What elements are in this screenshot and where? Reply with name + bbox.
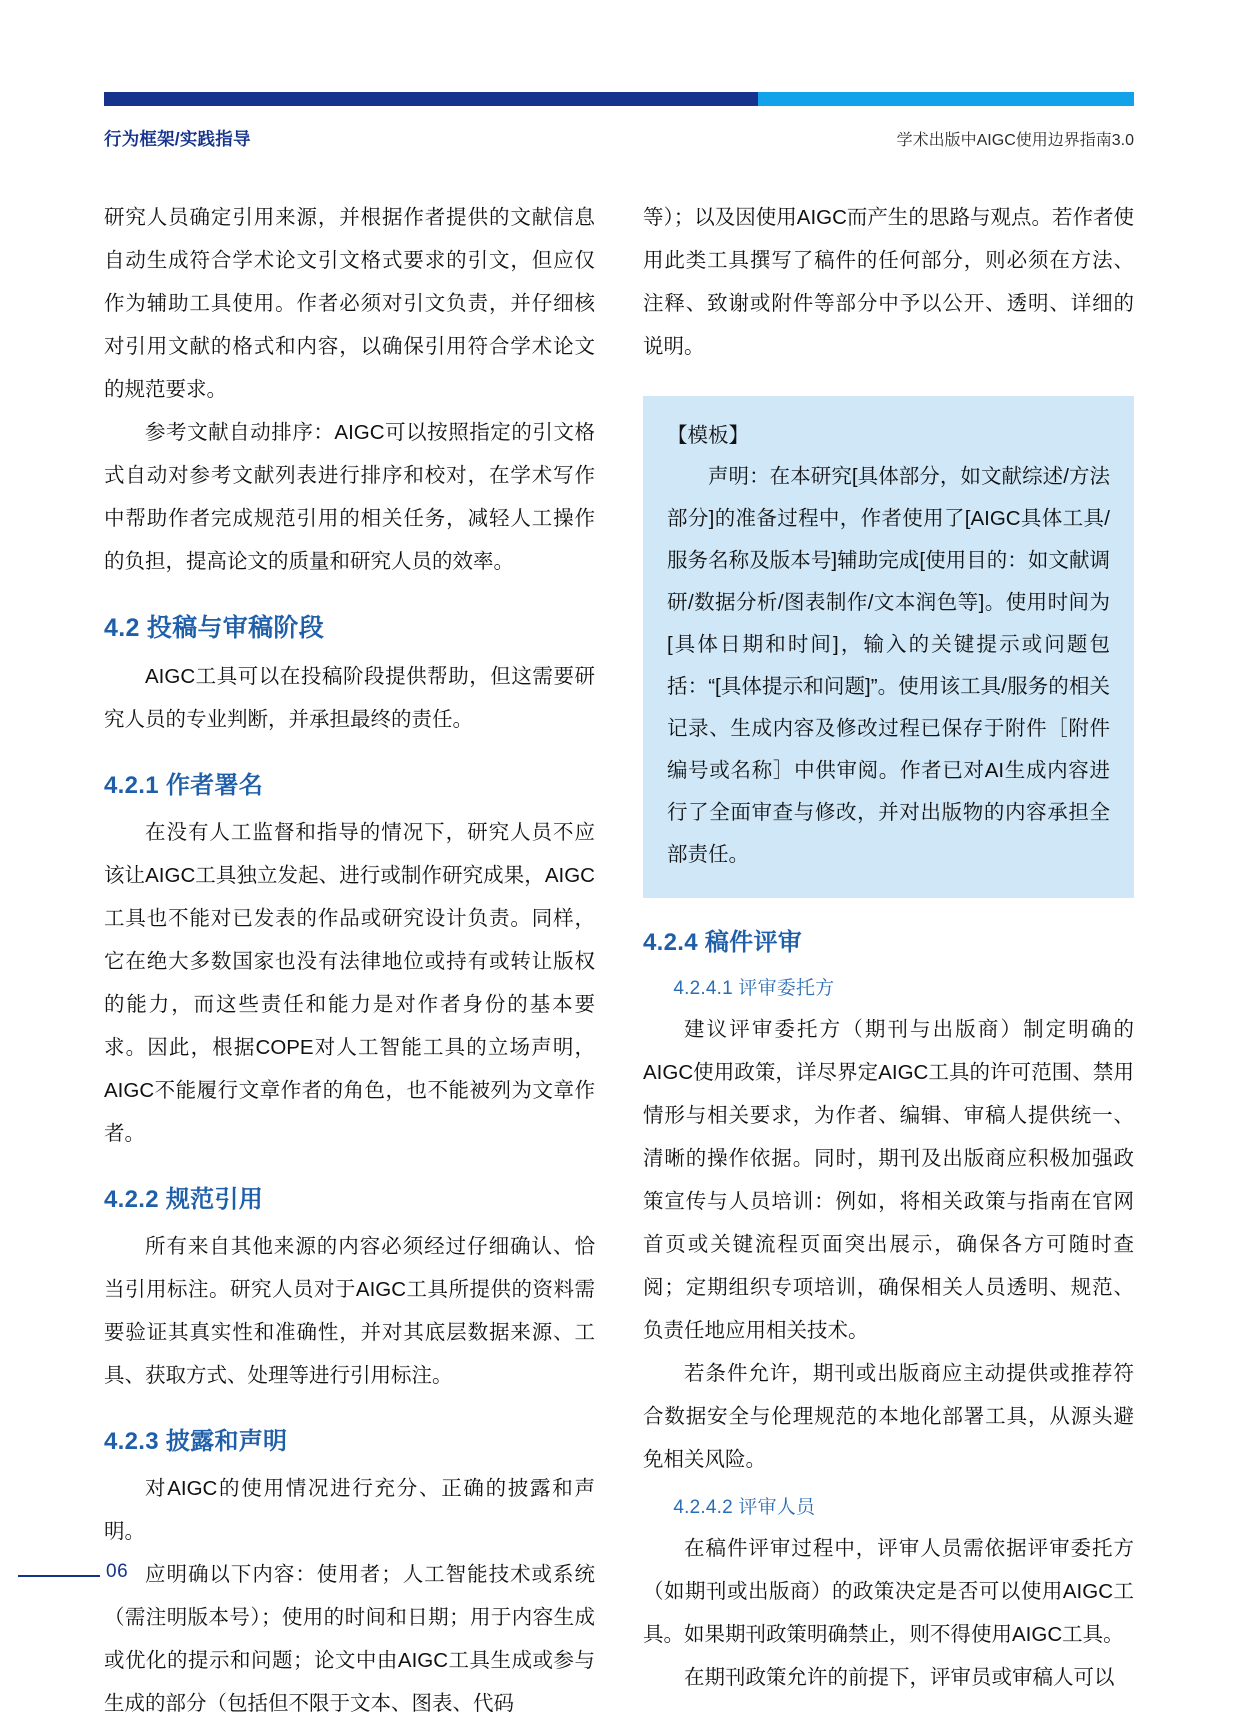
footer-rule (18, 1575, 100, 1577)
heading-4-2-4-1: 4.2.4.1 评审委托方 (673, 978, 835, 999)
header-document-title: 学术出版中AIGC使用边界指南3.0 (896, 132, 1134, 149)
paragraph: 研究人员确定引用来源，并根据作者提供的文献信息自动生成符合学术论文引文格式要求的引文，但应仅作为辅助工具使用。作者必须对引文负责，并仔细核对引用文献的格式和内容，以确保引用符合学术论文的规范要求。 (104, 206, 595, 401)
heading-4-2: 4.2 投稿与审稿阶段 (104, 614, 324, 642)
paragraph: 对AIGC的使用情况进行充分、正确的披露和声明。 (104, 1477, 595, 1543)
page-number: 06 (106, 1561, 129, 1582)
paragraph: 在期刊政策允许的前提下，评审员或审稿人可以 (684, 1666, 1115, 1689)
header-section-label: 行为框架/实践指导 (104, 129, 251, 149)
right-column (643, 196, 1134, 1719)
paragraph: 等）；以及因使用AIGC而产生的思路与观点。若作者使用此类工具撰写了稿件的任何部分，则必须在方法、注释、致谢或附件等部分中予以公开、透明、详细的说明。 (643, 206, 1134, 358)
heading-4-2-4: 4.2.4 稿件评审 (643, 929, 803, 956)
template-box-body: 声明：在本研究[具体部分，如文献综述/方法部分]的准备过程中，作者使用了[AIGC具体工具/服务名称及版本号]辅助完成[使用目的：如文献调研/数据分析/图表制作/文本润色等]。使用时间为[具体日期和时间]，输入的关键提示或问题包括：“[具体提示和问题]”。使用该工具/服务的相关记录、生成内容及修改过程已保存于附件［附件编号或名称］中供审阅。作者已对AI生成内容进行了全面审查与修改，并对出版物的内容承担全部责任。 (667, 465, 1110, 866)
header-rule-group (104, 92, 1134, 106)
paragraph: 所有来自其他来源的内容必须经过仔细确认、恰当引用标注。研究人员对于AIGC工具所提供的资料需要验证其真实性和准确性，并对其底层数据来源、工具、获取方式、处理等进行引用标注。 (104, 1235, 595, 1387)
paragraph: 应明确以下内容：使用者；人工智能技术或系统（需注明版本号）；使用的时间和日期；用于内容生成或优化的提示和问题；论文中由AIGC工具生成或参与生成的部分（包括但不限于文本、图表、代码 (104, 1563, 595, 1715)
heading-4-2-3: 4.2.3 披露和声明 (104, 1428, 288, 1455)
heading-4-2-2: 4.2.2 规范引用 (104, 1186, 264, 1213)
paragraph: AIGC工具可以在投稿阶段提供帮助，但这需要研究人员的专业判断，并承担最终的责任。 (104, 665, 595, 731)
paragraph: 若条件允许，期刊或出版商应主动提供或推荐符合数据安全与伦理规范的本地化部署工具，从源头避免相关风险。 (643, 1362, 1134, 1471)
left-column (104, 196, 595, 1719)
paragraph: 在没有人工监督和指导的情况下，研究人员不应该让AIGC工具独立发起、进行或制作研究成果，AIGC工具也不能对已发表的作品或研究设计负责。同样，它在绝大多数国家也没有法律地位或持有或转让版权的能力，而这些责任和能力是对作者身份的基本要求。因此，根据COPE对人工智能工具的立场声明，AIGC不能履行文章作者的角色，也不能被列为文章作者。 (104, 821, 595, 1145)
page-footer (18, 1561, 148, 1591)
running-header (104, 126, 1134, 152)
paragraph: 参考文献自动排序：AIGC可以按照指定的引文格式自动对参考文献列表进行排序和校对，在学术写作中帮助作者完成规范引用的相关任务，减轻人工操作的负担，提高论文的质量和研究人员的效率。 (104, 421, 595, 573)
body-columns (104, 196, 1134, 1719)
heading-4-2-1: 4.2.1 作者署名 (104, 772, 264, 799)
paragraph: 在稿件评审过程中，评审人员需依据评审委托方（如期刊或出版商）的政策决定是否可以使用AIGC工具。如果期刊政策明确禁止，则不得使用AIGC工具。 (643, 1537, 1134, 1646)
header-rule-dark (104, 92, 834, 106)
template-callout-box (643, 396, 1134, 898)
paragraph: 建议评审委托方（期刊与出版商）制定明确的AIGC使用政策，详尽界定AIGC工具的许可范围、禁用情形与相关要求，为作者、编辑、审稿人提供统一、清晰的操作依据。同时，期刊及出版商应积极加强政策宣传与人员培训：例如，将相关政策与指南在官网首页或关键流程页面突出展示，确保各方可随时查阅；定期组织专项培训，确保相关人员透明、规范、负责任地应用相关技术。 (643, 1018, 1134, 1342)
heading-4-2-4-2: 4.2.4.2 评审人员 (673, 1497, 816, 1518)
header-rule-light (758, 92, 1134, 106)
template-box-title: 【模板】 (667, 424, 749, 447)
